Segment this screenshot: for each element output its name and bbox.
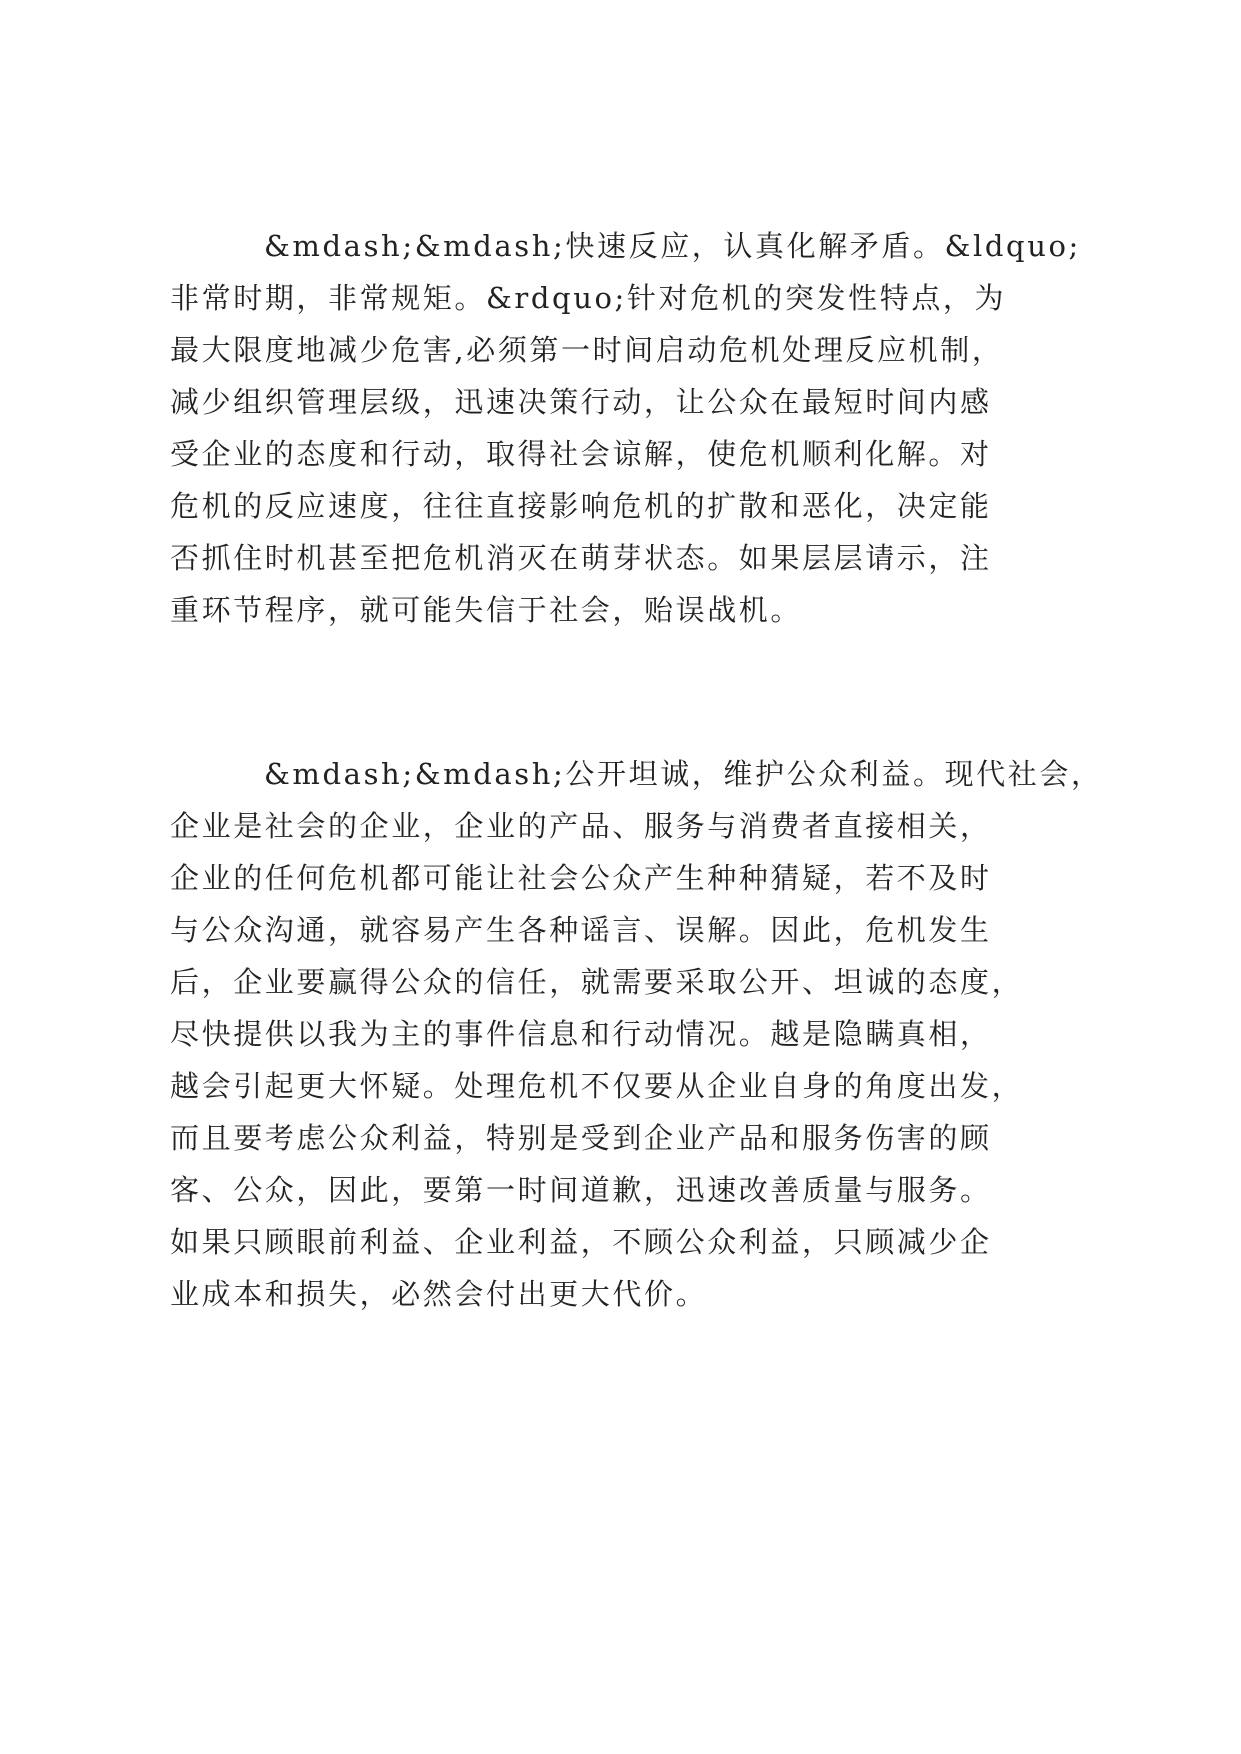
paragraph-line: &mdash;&mdash;公开坦诚，维护公众利益。现代社会， [264, 757, 1103, 791]
paragraph-line: 企业的任何危机都可能让社会公众产生种种猜疑，若不及时 [170, 861, 992, 895]
paragraph-line: 如果只顾眼前利益、企业利益，不顾公众利益，只顾减少企 [170, 1225, 992, 1259]
paragraph-line: 业成本和损失，必然会付出更大代价。 [170, 1277, 708, 1311]
paragraph-line: 企业是社会的企业，企业的产品、服务与消费者直接相关， [170, 809, 992, 843]
paragraph-line: 非常时期，非常规矩。&rdquo;针对危机的突发性特点，为 [170, 281, 1007, 315]
paragraph-line: &mdash;&mdash;快速反应，认真化解矛盾。&ldquo; [264, 229, 1081, 263]
paragraph-line: 否抓住时机甚至把危机消灭在萌芽状态。如果层层请示，注 [170, 541, 992, 575]
paragraph-line: 重环节程序，就可能失信于社会，贻误战机。 [170, 593, 803, 627]
paragraph-line: 后，企业要赢得公众的信任，就需要采取公开、坦诚的态度， [170, 965, 1024, 999]
paragraph-line: 受企业的态度和行动，取得社会谅解，使危机顺利化解。对 [170, 437, 992, 471]
paragraph-line: 危机的反应速度，往往直接影响危机的扩散和恶化，决定能 [170, 489, 992, 523]
paragraph-line: 最大限度地减少危害,必须第一时间启动危机处理反应机制， [170, 333, 1004, 367]
paragraph-line: 减少组织管理层级，迅速决策行动，让公众在最短时间内感 [170, 385, 992, 419]
paragraph-line: 越会引起更大怀疑。处理危机不仅要从企业自身的角度出发， [170, 1069, 1024, 1103]
paragraph-line: 而且要考虑公众利益，特别是受到企业产品和服务伤害的顾 [170, 1121, 992, 1155]
paragraph-line: 客、公众，因此，要第一时间道歉，迅速改善质量与服务。 [170, 1173, 992, 1207]
paragraph-line: 与公众沟通，就容易产生各种谣言、误解。因此，危机发生 [170, 913, 992, 947]
paragraph-line: 尽快提供以我为主的事件信息和行动情况。越是隐瞒真相， [170, 1017, 992, 1051]
